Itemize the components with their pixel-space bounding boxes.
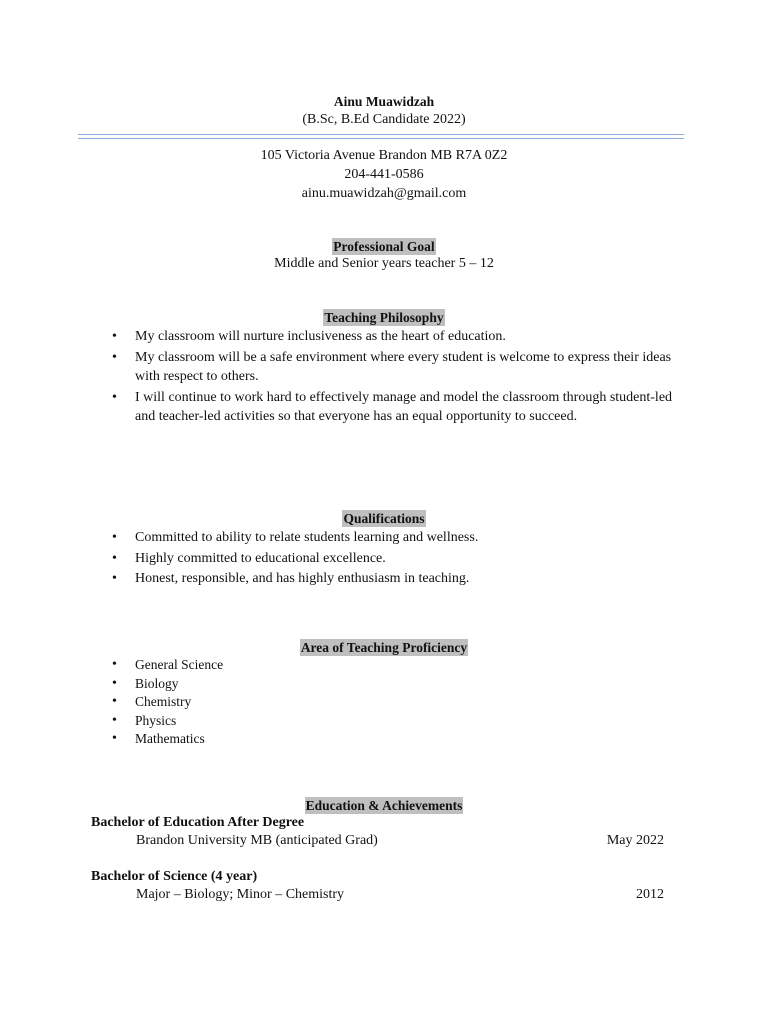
qualifications-list [112,528,684,590]
degree-detail: Brandon University MB (anticipated Grad) [136,833,378,848]
phone: 204-441-0586 [344,167,424,182]
header-rule-top [78,134,684,135]
education-heading: Education & Achievements [305,798,463,813]
list-item: • Biology [112,675,684,694]
list-item: • Chemistry [112,693,684,712]
degree-date: May 2022 [606,833,664,848]
list-item: • Highly committed to educational excellence. [112,549,684,569]
teaching-philosophy-list [112,327,684,428]
degree-detail: Major – Biology; Minor – Chemistry [136,887,345,902]
degree-title: Bachelor of Education After Degree [91,815,305,830]
address: 105 Victoria Avenue Brandon MB R7A 0Z2 [260,148,508,163]
proficiency-section [0,639,768,657]
teaching-philosophy-heading: Teaching Philosophy [324,310,444,325]
list-item: • My classroom will be a safe environment where every student is welcome to express their ideas with respect to others. [112,348,684,387]
list-item: • Honest, responsible, and has highly enthusiasm in teaching. [112,569,684,589]
degree-date: 2012 [636,887,664,902]
proficiency-list [112,656,684,749]
professional-goal-section [0,238,768,256]
qualifications-section [0,510,768,528]
degree-detail-row [136,833,664,849]
degree-detail-row [136,887,664,903]
list-item: • Mathematics [112,730,684,749]
teaching-philosophy-section [0,309,768,327]
list-item: • I will continue to work hard to effectively manage and model the classroom through student-led and teacher-led activities so that everyone has an equal opportunity to succeed. [112,388,684,427]
header-rule-bottom [78,138,684,139]
candidate-name: Ainu Muawidzah [333,94,435,109]
email[interactable]: ainu.muawidzah@gmail.com [301,186,467,201]
candidate-subtitle: (B.Sc, B.Ed Candidate 2022) [302,112,466,127]
professional-goal-heading: Professional Goal [333,239,435,254]
list-item: • Physics [112,712,684,731]
degree-title: Bachelor of Science (4 year) [91,869,258,884]
list-item: • General Science [112,656,684,675]
qualifications-heading: Qualifications [343,511,425,526]
proficiency-heading: Area of Teaching Proficiency [300,640,468,655]
list-item: • My classroom will nurture inclusiveness as the heart of education. [112,327,684,347]
professional-goal-text: Middle and Senior years teacher 5 – 12 [274,256,494,271]
education-section [0,797,768,815]
list-item: • Committed to ability to relate students learning and wellness. [112,528,684,548]
contact-block [0,146,768,203]
